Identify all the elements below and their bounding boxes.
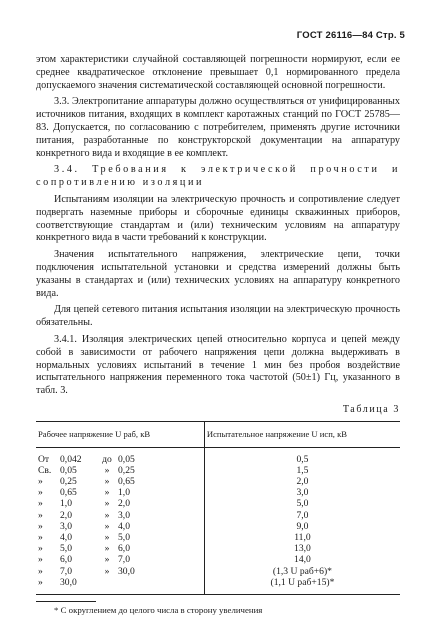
cell-text: »: [38, 576, 43, 588]
table-row: [36, 532, 400, 543]
voltage-table: [36, 421, 400, 594]
cell-text: »: [104, 554, 110, 566]
cell-text: 5,0: [118, 531, 130, 543]
cell-text: 0,25: [60, 475, 77, 487]
test-voltage-cell: 14,0: [294, 554, 311, 566]
cell-text: 3,0: [118, 509, 130, 521]
paragraph: Для цепей сетевого питания испытания изоляции на электрическую прочность обязательны.: [36, 304, 400, 329]
cell-text: 0,05: [118, 453, 135, 465]
column-header: Испытательное напряжение U исп, кВ: [204, 421, 400, 447]
paragraph: этом характеристики случайной составляющей погрешности нормируют, если ее среднее квадратическое отклонение превышает 0,1 нормированного предела допускаемого значения систематической составляющей основной погрешности.: [36, 54, 400, 91]
table-row: [36, 476, 400, 487]
section-heading: 3.4. Требования к электрической прочности и сопротивлению изоляции: [36, 164, 400, 189]
cell-text: »: [38, 543, 43, 555]
test-voltage-cell: 2,0: [296, 475, 309, 487]
cell-text: 2,0: [118, 498, 130, 510]
cell-text: »: [38, 554, 43, 566]
cell-text: 0,65: [60, 487, 77, 499]
cell-text: »: [38, 509, 43, 521]
cell-text: »: [38, 475, 43, 487]
cell-text: 30,0: [118, 565, 135, 577]
cell-text: От: [38, 453, 50, 465]
footnote: * С округлением до целого числа в сторону увеличения: [54, 604, 263, 615]
cell-text: »: [104, 520, 110, 532]
test-voltage-cell: (1,3 U раб+6)*: [272, 565, 332, 577]
test-voltage-cell: 0,5: [296, 453, 309, 465]
table-row: [36, 543, 400, 554]
table-row: [36, 554, 400, 565]
cell-text: 6,0: [118, 543, 130, 555]
cell-text: 1,0: [118, 487, 130, 499]
table-row: [36, 510, 400, 521]
cell-text: »: [104, 509, 110, 521]
table-row: [36, 498, 400, 509]
cell-text: 7,0: [60, 565, 72, 577]
test-voltage-cell: 11,0: [294, 531, 311, 543]
test-voltage-cell: (1,1 U раб+15)*: [270, 576, 335, 588]
test-voltage-cell: 5,0: [296, 498, 309, 510]
cell-text: »: [104, 475, 110, 487]
paragraph: Испытаниям изоляции на электрическую прочность и сопротивление следует подвергать наземные приборы и сборочные единицы скважинных приборов, соответствующие стандартам и (или) техническим условиям на аппаратуру конкретного вида в части требований к конструкции.: [36, 193, 400, 244]
test-voltage-cell: 13,0: [294, 543, 311, 555]
cell-text: »: [38, 565, 43, 577]
document-body: [36, 54, 400, 617]
cell-text: »: [38, 531, 43, 543]
cell-text: 6,0: [60, 554, 72, 566]
paragraph: Значения испытательного напряжения, электрические цепи, точки подключения испытательной установки и средства измерений должны быть указаны в стандартах и (или) технических условиях на аппаратуру конкретного вида.: [36, 249, 400, 299]
test-voltage-cell: 3,0: [296, 487, 309, 499]
cell-text: 0,25: [118, 464, 135, 476]
cell-text: »: [38, 487, 43, 499]
table-row: [36, 487, 400, 498]
cell-text: »: [104, 487, 110, 499]
table-row: [36, 521, 400, 532]
cell-text: »: [104, 464, 110, 476]
cell-text: 4,0: [60, 531, 72, 543]
test-voltage-cell: 7,0: [296, 509, 309, 521]
cell-text: 30,0: [60, 576, 77, 588]
paragraph: 3.3. Электропитание аппаратуры должно осуществляться от унифицированных источников питания, входящих в комплект каротажных станций по ГОСТ 25785—83. Допускается, по согласованию с потребителем, применять другие источники питания, разработанные по конструкторской документации на аппаратуру конкретного вида и входящие в ее комплект.: [36, 96, 400, 159]
cell-text: 0,05: [60, 464, 77, 476]
table-row: [36, 577, 400, 594]
cell-text: 0,042: [60, 453, 82, 465]
test-voltage-cell: 9,0: [296, 520, 309, 532]
page-header: ГОСТ 26116—84 Стр. 5: [296, 30, 405, 41]
cell-text: »: [104, 543, 110, 555]
cell-text: 0,65: [118, 475, 135, 487]
column-header: Рабочее напряжение U раб, кВ: [36, 421, 204, 447]
cell-text: »: [104, 565, 110, 577]
cell-text: до: [102, 453, 112, 465]
test-voltage-cell: 1,5: [296, 464, 309, 476]
footnote-rule: [36, 601, 96, 602]
cell-text: »: [38, 520, 43, 532]
cell-text: 3,0: [60, 520, 72, 532]
cell-text: [96, 577, 118, 588]
table-row: [36, 465, 400, 476]
cell-text: »: [104, 531, 110, 543]
cell-text: 4,0: [118, 520, 130, 532]
cell-text: »: [104, 498, 110, 510]
cell-text: 1,0: [60, 498, 72, 510]
table-bottom-rule: [36, 594, 400, 595]
cell-text: 2,0: [60, 509, 72, 521]
table-caption: Таблица 3: [342, 403, 400, 415]
paragraph: 3.4.1. Изоляция электрических цепей относительно корпуса и цепей между собой в зависимости от рабочего напряжения цепи должна выдерживать в нормальных условиях испытаний в течение 1 мин без пробоя воздействие испытательного напряжения переменного тока частотой (50±1) Гц, указанного в табл. 3.: [36, 333, 400, 397]
table-row: [36, 566, 400, 577]
cell-text: [118, 577, 158, 588]
table-row: [36, 447, 400, 465]
cell-text: 7,0: [118, 554, 130, 566]
cell-text: Св.: [38, 464, 52, 476]
cell-text: »: [38, 498, 43, 510]
cell-text: 5,0: [60, 543, 72, 555]
